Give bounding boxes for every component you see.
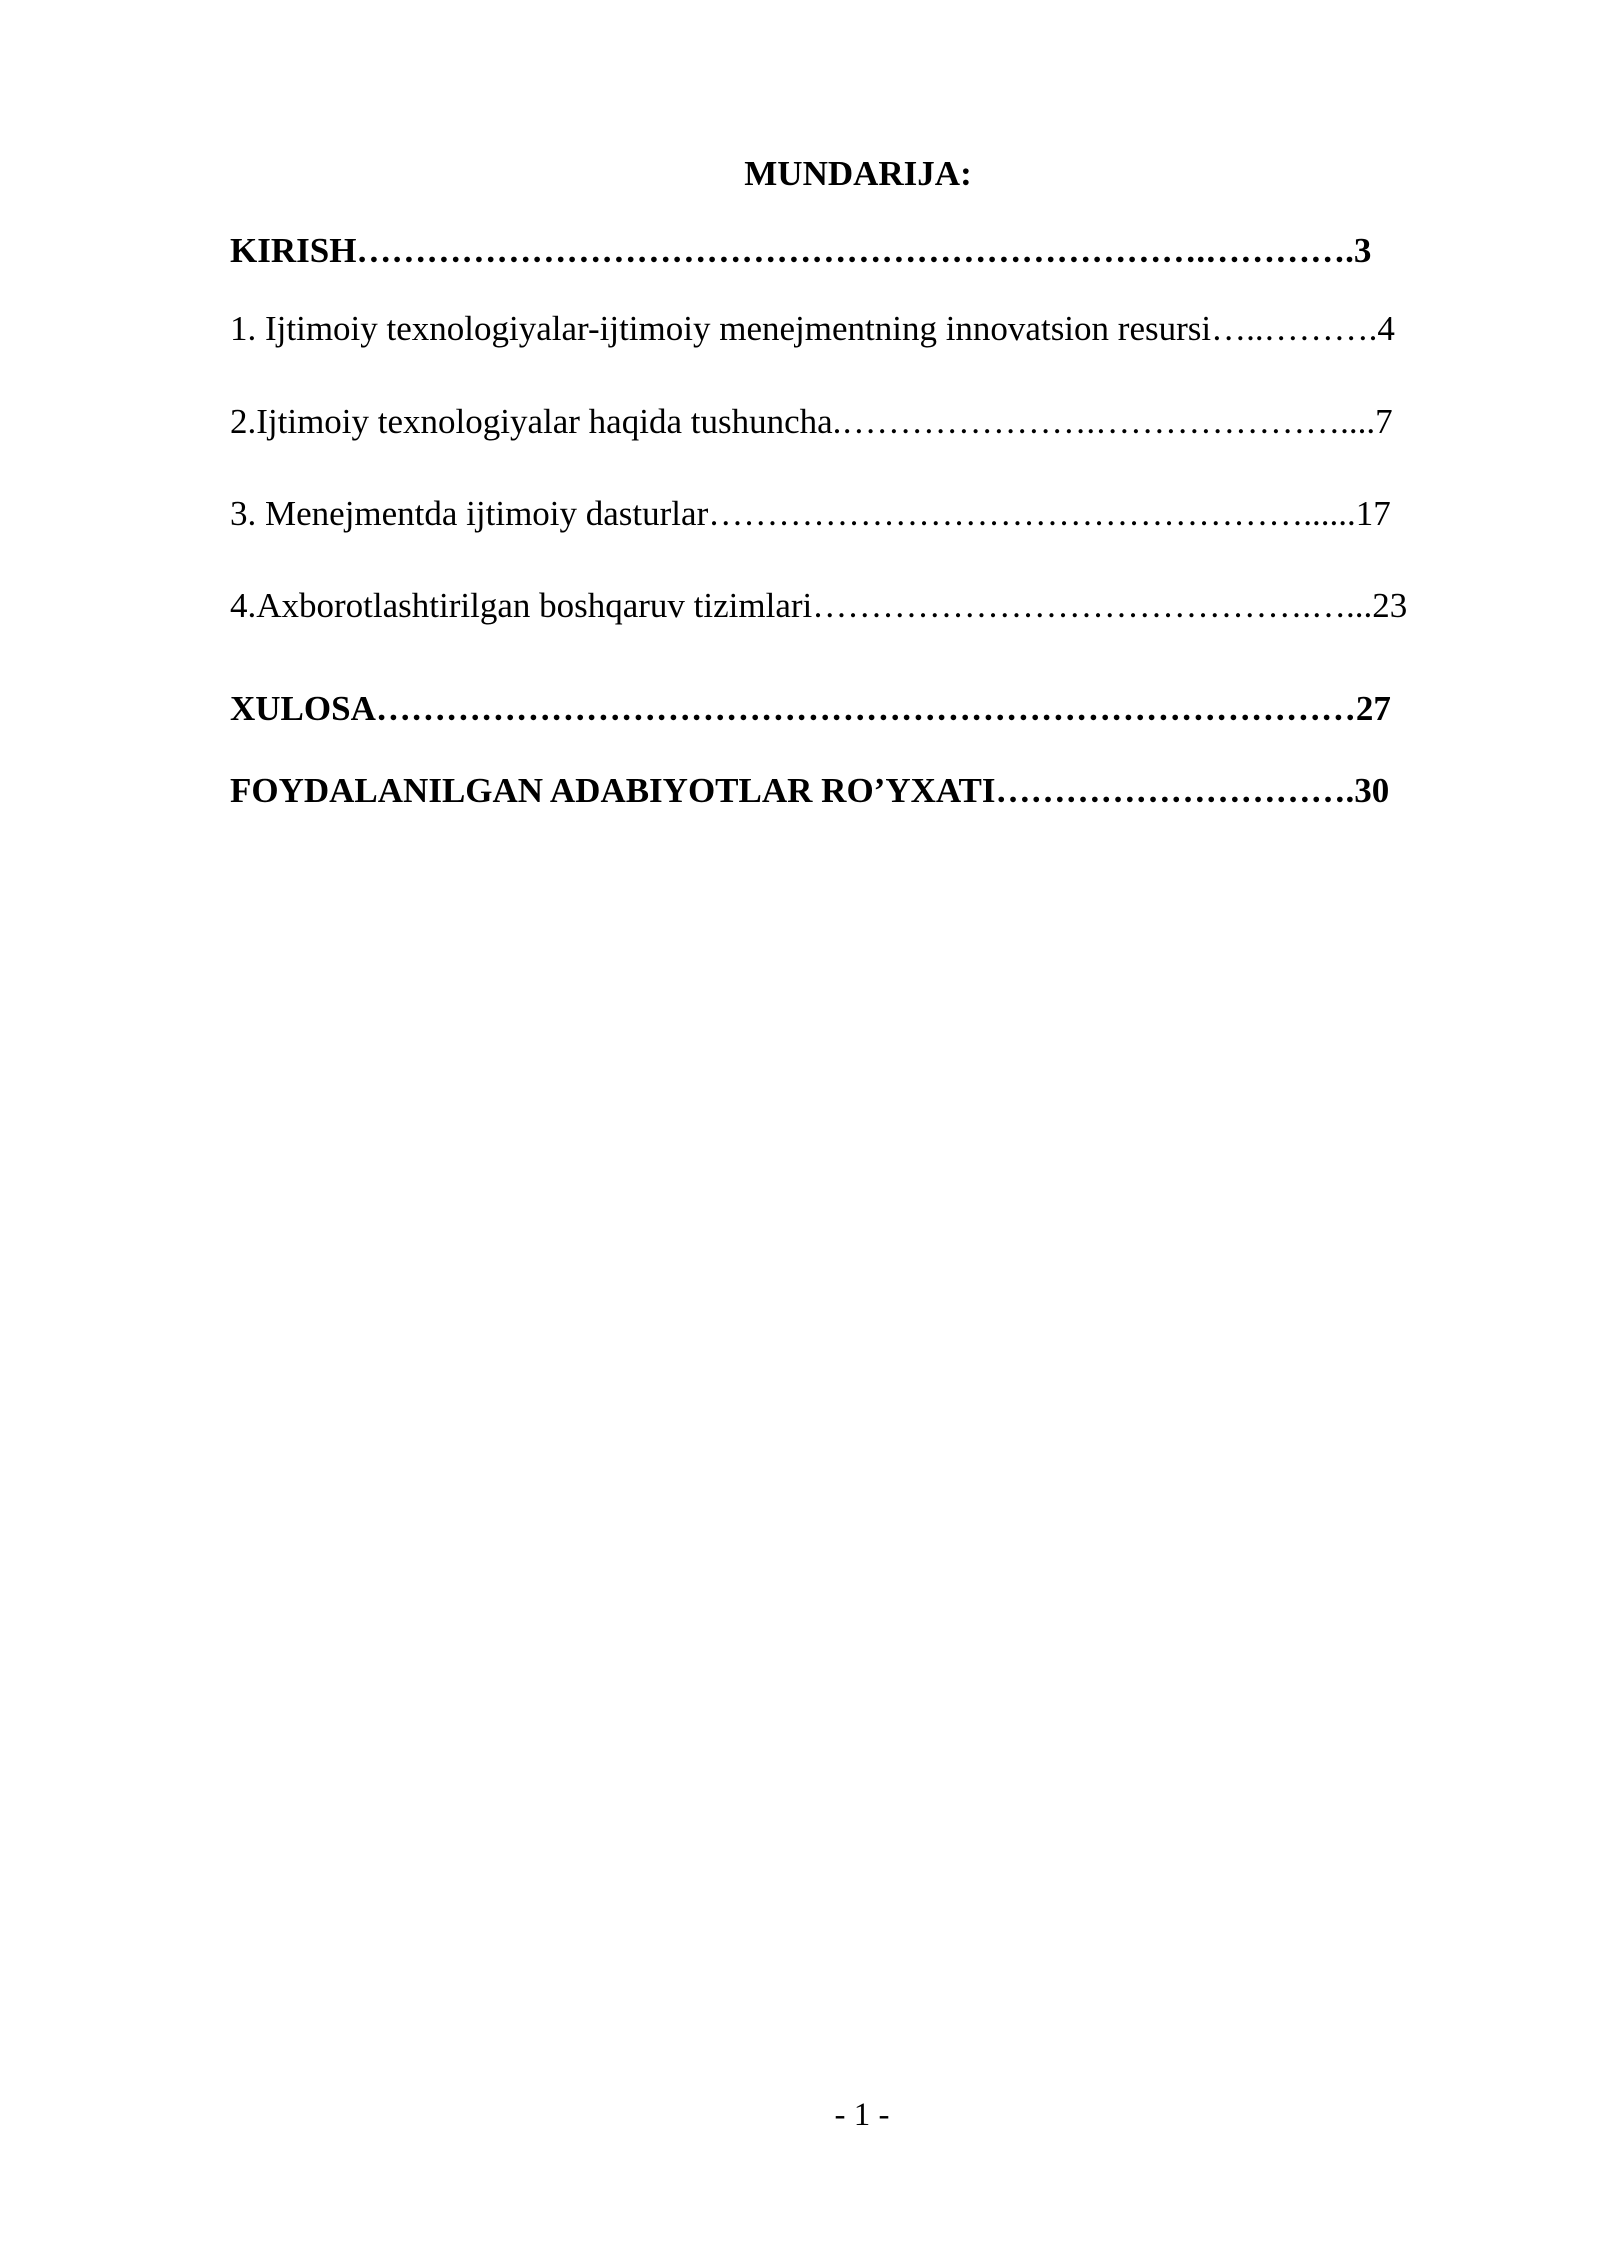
toc-entry-xulosa: XULOSA…………………………………………………………………………27 bbox=[230, 689, 1391, 728]
toc-entry-3: 3. Menejmentda ijtimoiy dasturlar……………………………………………......17 bbox=[230, 494, 1391, 533]
toc-entry-kirish: KIRISH……………………………………………………………….………….3 bbox=[230, 231, 1372, 270]
page-number: - 1 - bbox=[834, 2097, 890, 2133]
toc-entry-references: FOYDALANILGAN ADABIYOTLAR RO’YXATI………………………….30 bbox=[230, 771, 1390, 810]
table-of-contents-title: MUNDARIJA: bbox=[744, 154, 972, 193]
toc-entry-1: 1. Ijtimoiy texnologiyalar-ijtimoiy menejmentning innovatsion resursi…..……….4 bbox=[230, 309, 1395, 348]
toc-entry-2: 2.Ijtimoiy texnologiyalar haqida tushuncha.………………….…………………....7 bbox=[230, 402, 1393, 441]
toc-entry-4: 4.Axborotlashtirilgan boshqaruv tizimlari…………………………………….…...23 bbox=[230, 586, 1408, 625]
